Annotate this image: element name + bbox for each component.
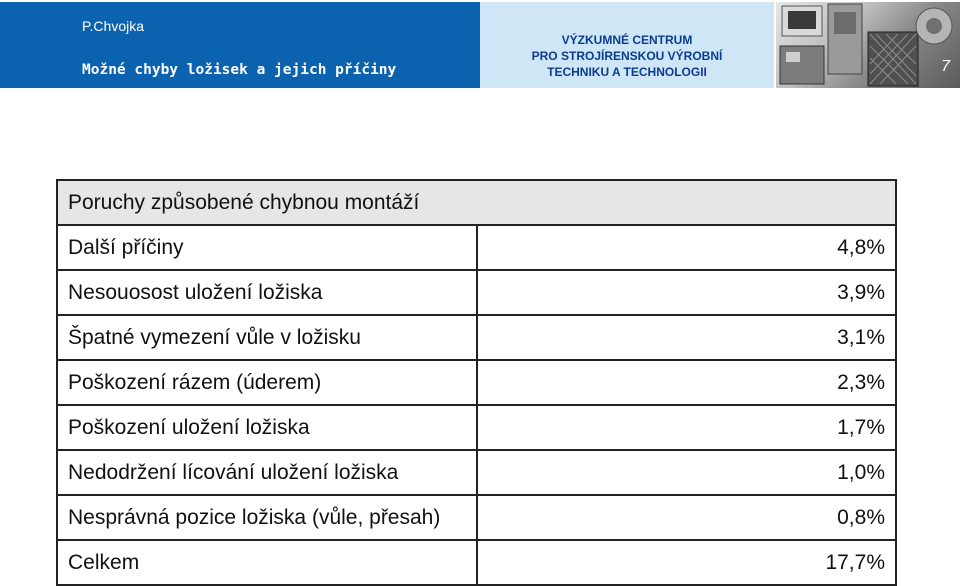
slide-subtitle: Možné chyby ložisek a jejich příčiny (82, 62, 397, 78)
row-value: 1,7% (477, 405, 897, 450)
row-value: 3,9% (477, 270, 897, 315)
table-row (57, 360, 896, 405)
row-value: 3,1% (477, 315, 897, 360)
row-value: 0,8% (477, 495, 897, 540)
machinery-photo (776, 2, 960, 88)
row-value: 4,8% (477, 225, 897, 270)
total-label: Celkem (57, 540, 477, 585)
table-row (57, 495, 896, 540)
page-number: 7 (941, 58, 950, 75)
row-value: 1,0% (477, 450, 897, 495)
research-center-panel (480, 2, 774, 88)
table-header-row (57, 180, 896, 225)
research-center-line-3: TECHNIKU A TECHNOLOGII (547, 65, 707, 79)
author-name: P.Chvojka (82, 18, 145, 34)
assembly-failures-table (56, 179, 897, 586)
research-center-title (480, 32, 774, 80)
total-value: 17,7% (477, 540, 897, 585)
row-label: Špatné vymezení vůle v ložisku (57, 315, 477, 360)
row-label: Nedodržení lícování uložení ložiska (57, 450, 477, 495)
table-row (57, 225, 896, 270)
row-label: Poškození uložení ložiska (57, 405, 477, 450)
table-row (57, 450, 896, 495)
header-blue-panel (0, 2, 480, 88)
table-row (57, 315, 896, 360)
row-label: Nesouosost uložení ložiska (57, 270, 477, 315)
table-total-row (57, 540, 896, 585)
research-center-line-1: VÝZKUMNÉ CENTRUM (561, 33, 693, 47)
row-label: Nesprávná pozice ložiska (vůle, přesah) (57, 495, 477, 540)
table-title: Poruchy způsobené chybnou montáží (57, 180, 896, 225)
row-value: 2,3% (477, 360, 897, 405)
research-center-line-2: PRO STROJÍRENSKOU VÝROBNÍ (531, 49, 723, 63)
row-label: Další příčiny (57, 225, 477, 270)
row-label: Poškození rázem (úderem) (57, 360, 477, 405)
table-row (57, 270, 896, 315)
table-row (57, 405, 896, 450)
slide-header (0, 0, 960, 88)
machinery-illustration (776, 2, 960, 88)
